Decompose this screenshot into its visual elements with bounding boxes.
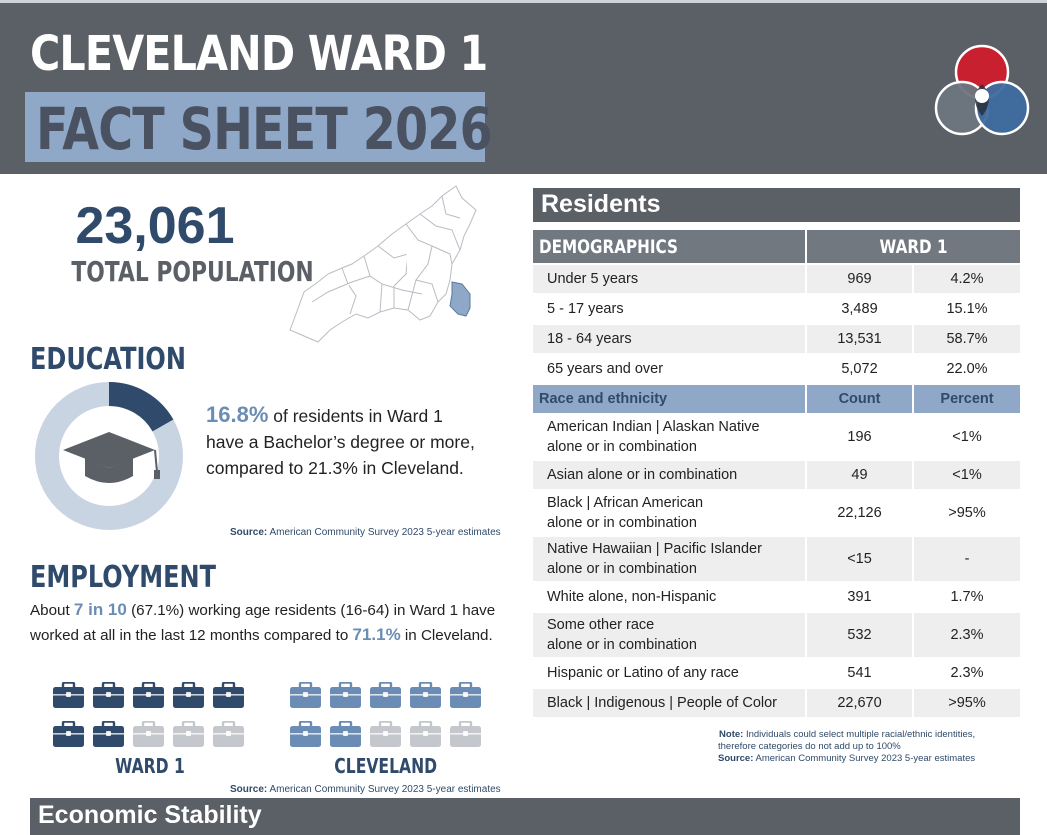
age-row	[533, 354, 1021, 384]
race-row	[533, 612, 1021, 658]
race-label	[533, 582, 806, 612]
race-percent: 1.7%	[913, 582, 1021, 612]
cleveland-briefcase-icon-empty	[410, 721, 441, 752]
cleveland-label: CLEVELAND	[334, 754, 438, 778]
demographics-header-row	[533, 230, 1021, 264]
race-label-line1: Asian alone or in combination	[547, 467, 738, 483]
race-label-line1: White alone, non-Hispanic	[547, 589, 717, 605]
race-label	[533, 414, 806, 460]
race-percent: <1%	[913, 414, 1021, 460]
cleveland-briefcase-icon-filled	[330, 721, 361, 752]
cleveland-briefcase-icon-empty	[450, 721, 481, 752]
education-text-line1: of residents in Ward 1	[268, 406, 443, 426]
race-label	[533, 536, 806, 582]
education-donut-chart	[33, 380, 185, 532]
ward-briefcase-icon-empty	[133, 721, 164, 752]
cleveland-briefcase-icon-empty	[370, 721, 401, 752]
employment-highlight-ward: 7 in 10	[73, 600, 127, 619]
race-label-line1: Black | African American	[547, 495, 704, 511]
employment-heading: EMPLOYMENT	[30, 560, 216, 595]
race-percent: <1%	[913, 460, 1021, 490]
economic-stability-heading: Economic Stability	[30, 798, 1020, 835]
ward-briefcase-icon-filled	[53, 721, 84, 752]
race-label-line1: American Indian | Alaskan Native	[547, 419, 760, 435]
ward-briefcase-icon-filled	[213, 682, 244, 713]
education-text	[206, 402, 516, 481]
race-label-line1: Hispanic or Latino of any race	[547, 665, 739, 681]
race-header-row	[533, 384, 1021, 414]
race-header-label: Race and ethnicity	[533, 384, 806, 414]
race-row	[533, 658, 1021, 688]
education-text-line3: compared to 21.3% in Cleveland.	[206, 458, 464, 478]
age-count: 5,072	[806, 354, 913, 384]
race-percent: 2.3%	[913, 658, 1021, 688]
race-label	[533, 460, 806, 490]
logo-icon	[932, 44, 1032, 140]
residents-heading: Residents	[533, 188, 1020, 222]
ward-briefcase-icon-empty	[173, 721, 204, 752]
employment-source: Source: American Community Survey 2023 5-year estimates	[230, 784, 501, 795]
race-percent: >95%	[913, 688, 1021, 718]
race-label	[533, 688, 806, 718]
race-row	[533, 490, 1021, 536]
race-percent: >95%	[913, 490, 1021, 536]
total-population-value: 23,061	[75, 197, 235, 255]
total-population-label: TOTAL POPULATION	[71, 255, 314, 288]
age-percent: 22.0%	[913, 354, 1021, 384]
race-row	[533, 582, 1021, 612]
race-count: 541	[806, 658, 913, 688]
employment-text: About 7 in 10 (67.1%) working age residents (16-64) in Ward 1 have worked at all in the last 12 months compared to 71.1% in Cleveland.	[30, 600, 496, 644]
race-row	[533, 460, 1021, 490]
ward-briefcase-icon-filled	[53, 682, 84, 713]
race-header-percent: Percent	[913, 384, 1021, 414]
ward-briefcase-icon-filled	[93, 682, 124, 713]
ward-header: WARD 1	[879, 235, 948, 258]
ward-briefcase-icon-filled	[173, 682, 204, 713]
ward-briefcase-grid	[53, 682, 244, 752]
race-count: 532	[806, 612, 913, 658]
ward-map-icon	[282, 184, 482, 346]
title-line2: FACT SHEET 2026	[36, 95, 492, 163]
race-row	[533, 536, 1021, 582]
race-count: 391	[806, 582, 913, 612]
race-percent: 2.3%	[913, 612, 1021, 658]
ward-briefcase-icon-filled	[93, 721, 124, 752]
age-label: Under 5 years	[533, 264, 806, 294]
cleveland-briefcase-grid	[290, 682, 481, 752]
residents-table	[533, 230, 1021, 719]
race-row	[533, 414, 1021, 460]
race-label	[533, 490, 806, 536]
race-row	[533, 688, 1021, 718]
residents-note: Note: Individuals could select multiple racial/ethnic identities, therefore categories do not add up to 100% Source: American Community Survey 2023 5-year estimates	[718, 729, 976, 764]
race-label	[533, 658, 806, 688]
cleveland-briefcase-icon-filled	[330, 682, 361, 713]
age-label: 18 - 64 years	[533, 324, 806, 354]
donut-bachelor-slice	[109, 394, 163, 425]
race-label-line2: alone or in combination	[547, 439, 697, 455]
age-label: 5 - 17 years	[533, 294, 806, 324]
ward-briefcase-icon-empty	[213, 721, 244, 752]
age-percent: 4.2%	[913, 264, 1021, 294]
race-count: 49	[806, 460, 913, 490]
employment-highlight-cleveland: 71.1%	[352, 625, 401, 644]
graduation-cap-icon	[63, 432, 160, 483]
education-heading: EDUCATION	[30, 342, 186, 377]
race-label-line2: alone or in combination	[547, 561, 697, 577]
age-label: 65 years and over	[533, 354, 806, 384]
age-percent: 58.7%	[913, 324, 1021, 354]
education-text-line2: have a Bachelor’s degree or more,	[206, 432, 475, 452]
race-count: <15	[806, 536, 913, 582]
cleveland-briefcase-icon-filled	[450, 682, 481, 713]
title-line1: CLEVELAND WARD 1	[30, 26, 488, 82]
age-row	[533, 294, 1021, 324]
cleveland-briefcase-icon-filled	[410, 682, 441, 713]
ward-label: WARD 1	[115, 754, 185, 778]
education-source: Source: American Community Survey 2023 5-year estimates	[230, 527, 501, 538]
education-highlight: 16.8%	[206, 402, 269, 427]
ward-briefcase-icon-filled	[133, 682, 164, 713]
age-row	[533, 264, 1021, 294]
race-label-line1: Black | Indigenous | People of Color	[547, 695, 778, 711]
demographics-header: DEMOGRAPHICS	[539, 235, 678, 258]
race-label-line1: Some other race	[547, 617, 655, 633]
race-label	[533, 612, 806, 658]
age-count: 3,489	[806, 294, 913, 324]
race-label-line2: alone or in combination	[547, 637, 697, 653]
age-row	[533, 324, 1021, 354]
race-label-line1: Native Hawaiian | Pacific Islander	[547, 541, 762, 557]
race-count: 22,126	[806, 490, 913, 536]
race-count: 196	[806, 414, 913, 460]
residents-note-line2: therefore categories do not add up to 100%	[718, 741, 901, 752]
race-percent: -	[913, 536, 1021, 582]
race-count: 22,670	[806, 688, 913, 718]
cleveland-briefcase-icon-filled	[370, 682, 401, 713]
race-header-count: Count	[806, 384, 913, 414]
age-count: 969	[806, 264, 913, 294]
cleveland-briefcase-icon-filled	[290, 682, 321, 713]
age-percent: 15.1%	[913, 294, 1021, 324]
age-count: 13,531	[806, 324, 913, 354]
cleveland-briefcase-icon-filled	[290, 721, 321, 752]
race-label-line2: alone or in combination	[547, 515, 697, 531]
